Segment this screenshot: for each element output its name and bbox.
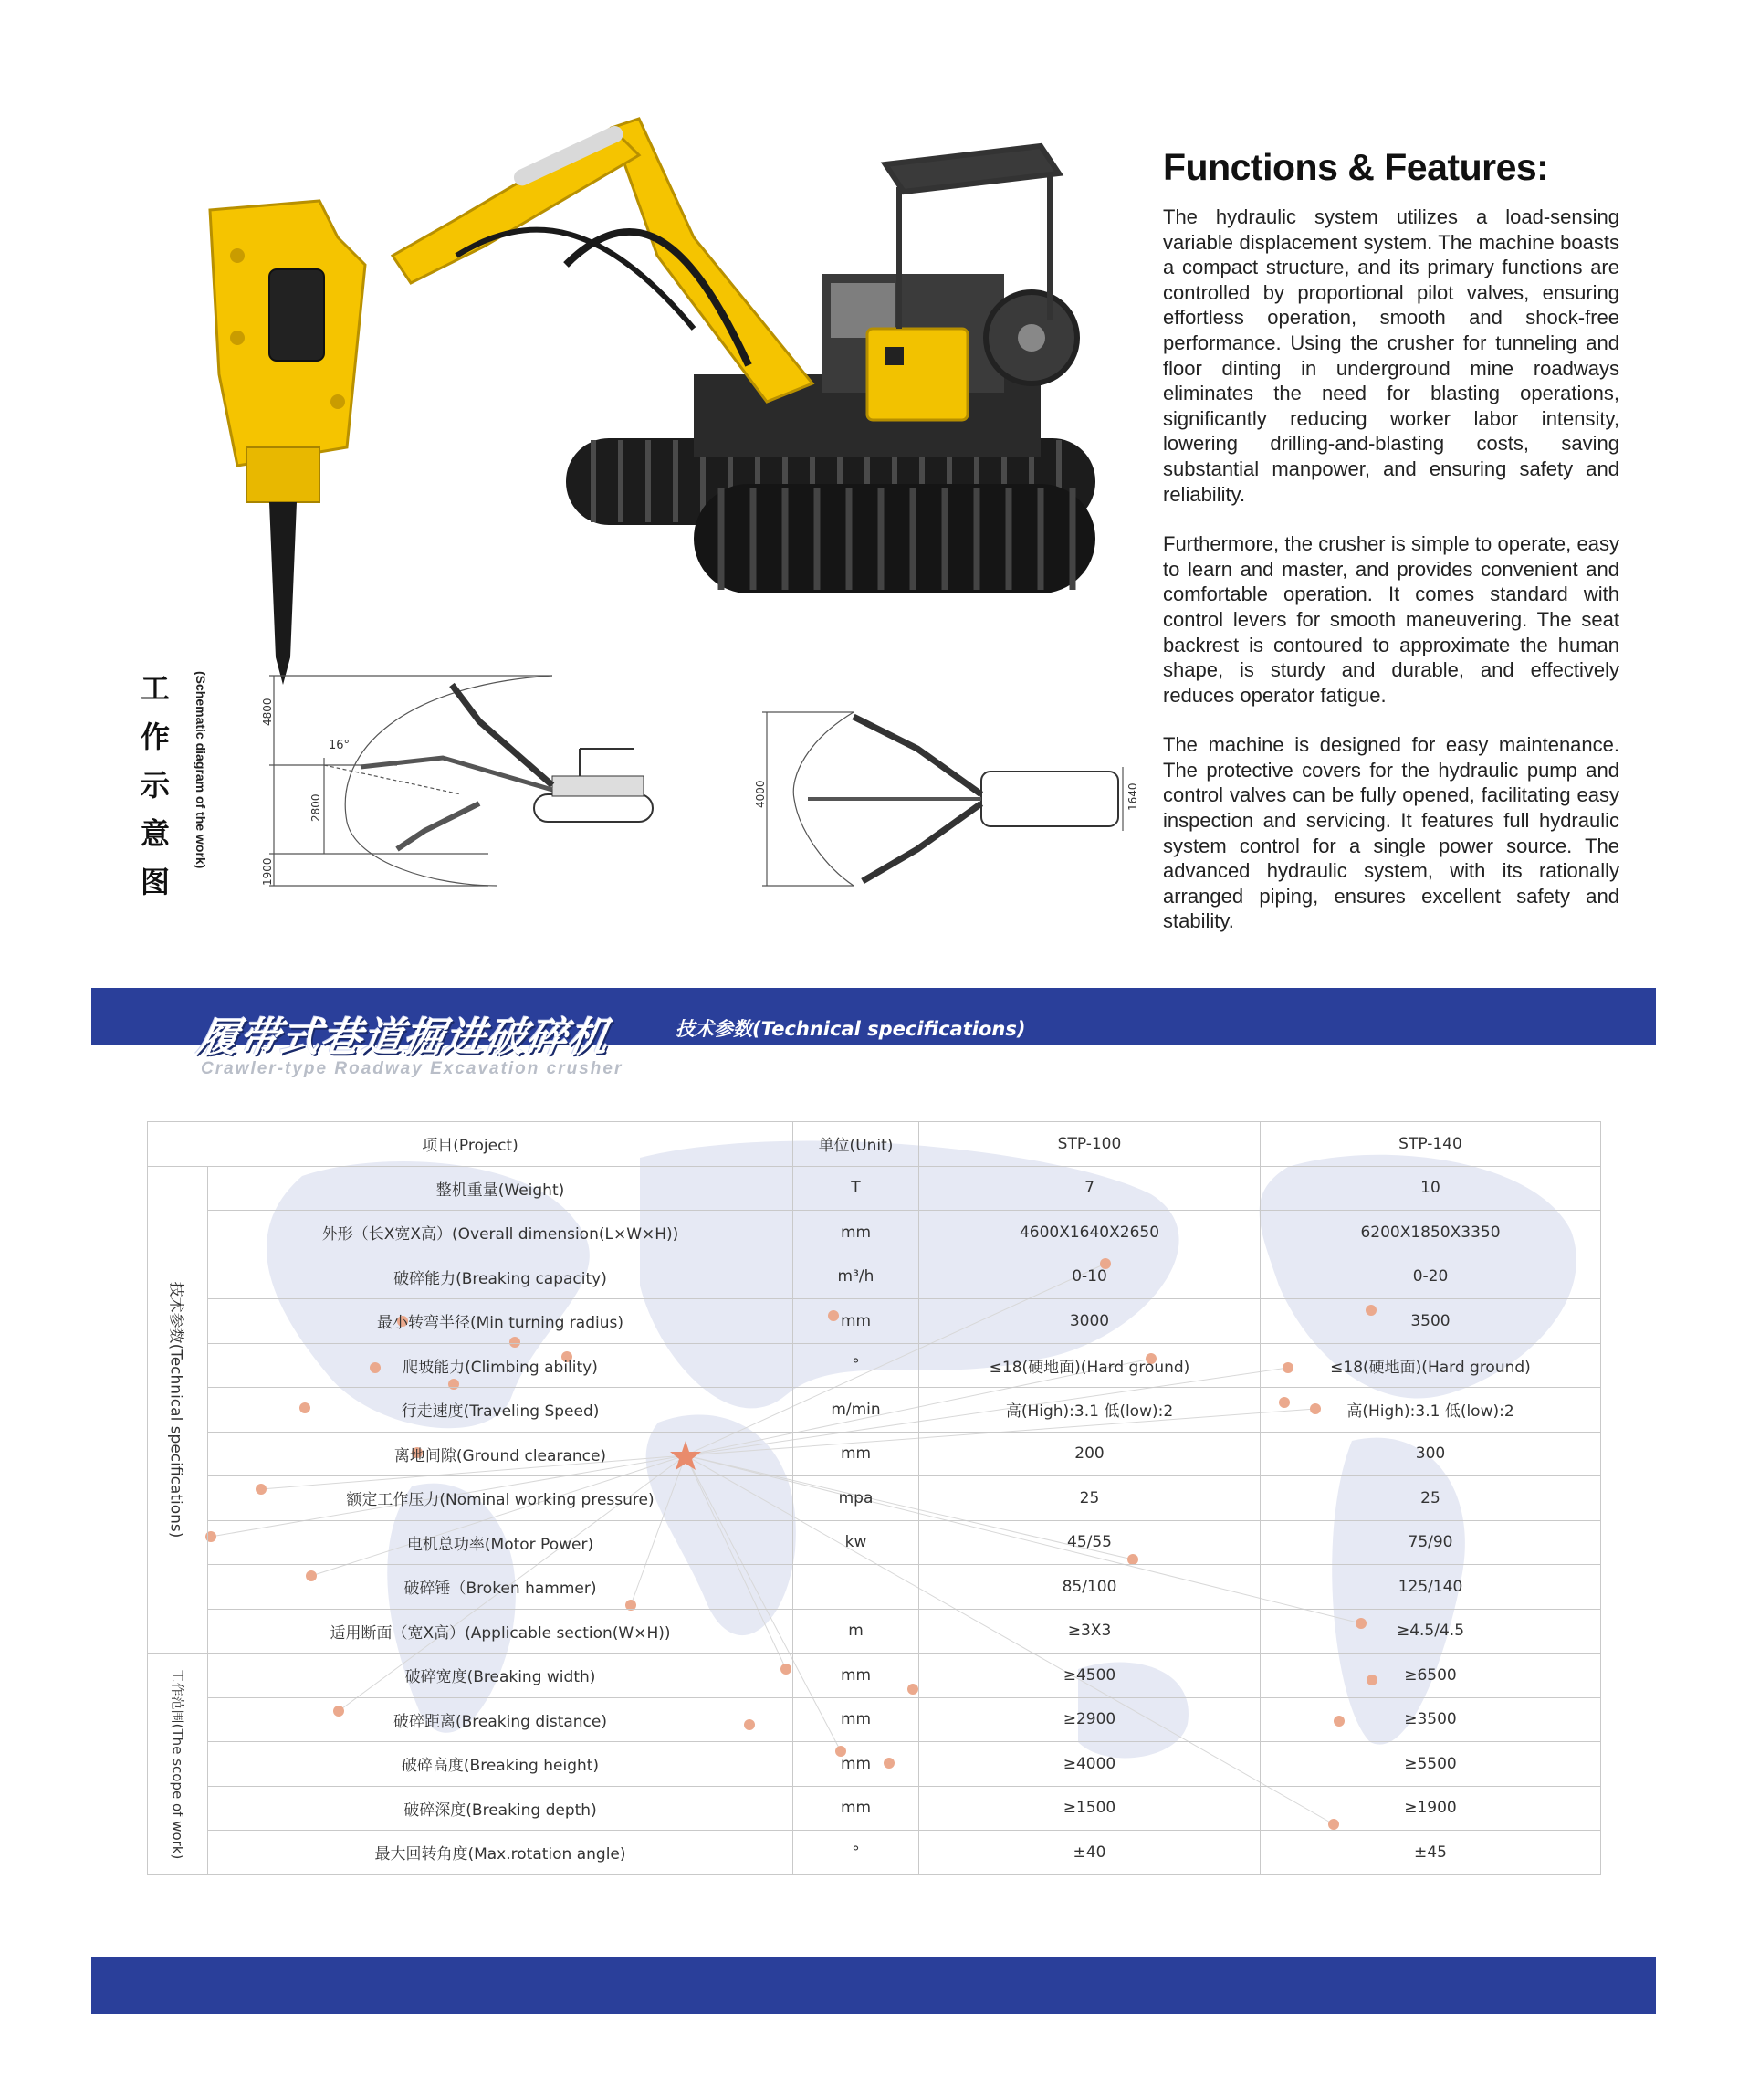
row-value-2: ≥5500 <box>1261 1742 1601 1787</box>
table-row <box>148 1299 1601 1344</box>
row-name: 离地间隙(Ground clearance) <box>208 1432 793 1476</box>
schematic-title-char: 工 <box>140 671 170 706</box>
row-name: 爬坡能力(Climbing ability) <box>208 1343 793 1388</box>
features-paragraph-2: Furthermore, the crusher is simple to operate, easy to learn and master, and provides convenient and comfortable operation. It comes standard with control levers for smooth maneuvering. The seat backrest is contoured to approximate the human shape, is sturdy and durable, and effectively reduces operator fatigue. <box>1163 532 1619 707</box>
side-view-diagram <box>260 667 717 895</box>
row-value-2: 高(High):3.1 低(low):2 <box>1261 1388 1601 1433</box>
row-unit: m³/h <box>793 1255 919 1299</box>
dim-label: 4800 <box>261 698 274 726</box>
row-name: 电机总功率(Motor Power) <box>208 1520 793 1565</box>
row-value-2: 10 <box>1261 1166 1601 1211</box>
row-value-1: 3000 <box>919 1299 1261 1344</box>
row-unit: T <box>793 1166 919 1211</box>
row-unit: m/min <box>793 1388 919 1433</box>
header-project: 项目(Project) <box>148 1122 793 1167</box>
product-title-cn: 履带式巷道掘进破碎机 <box>194 1014 613 1061</box>
header-unit: 单位(Unit) <box>793 1122 919 1167</box>
row-unit: mm <box>793 1299 919 1344</box>
row-value-2: 0-20 <box>1261 1255 1601 1299</box>
row-name: 最小转弯半径(Min turning radius) <box>208 1299 793 1344</box>
group-scope-of-work <box>148 1654 208 1875</box>
row-value-1: ≥1500 <box>919 1786 1261 1831</box>
schematic-title-cn <box>137 665 173 907</box>
row-name: 额定工作压力(Nominal working pressure) <box>208 1476 793 1521</box>
header-model-2: STP-140 <box>1261 1122 1601 1167</box>
row-value-2: 25 <box>1261 1476 1601 1521</box>
schematic-title-char: 作 <box>140 719 170 754</box>
table-row <box>148 1565 1601 1610</box>
row-value-2: ±45 <box>1261 1831 1601 1875</box>
row-value-2: ≥4.5/4.5 <box>1261 1609 1601 1654</box>
features-title: Functions & Features: <box>1163 146 1549 188</box>
row-name: 破碎能力(Breaking capacity) <box>208 1255 793 1299</box>
row-unit: mpa <box>793 1476 919 1521</box>
features-body <box>1163 205 1619 959</box>
row-value-1: 7 <box>919 1166 1261 1211</box>
side-view-machine <box>361 685 653 849</box>
row-value-2: ≥3500 <box>1261 1697 1601 1742</box>
spec-table <box>147 1121 1601 1875</box>
row-value-1: 45/55 <box>919 1520 1261 1565</box>
row-unit: ° <box>793 1343 919 1388</box>
row-name: 整机重量(Weight) <box>208 1166 793 1211</box>
group-label: 技术参数(Technical specifications) <box>166 1281 184 1538</box>
schematic-title-char: 意 <box>140 816 170 851</box>
table-row <box>148 1432 1601 1476</box>
row-unit <box>793 1565 919 1610</box>
row-name: 破碎深度(Breaking depth) <box>208 1786 793 1831</box>
table-row <box>148 1742 1601 1787</box>
row-name: 破碎锤（Broken hammer) <box>208 1565 793 1610</box>
schematic-title-char: 示 <box>140 768 170 803</box>
dim-label: 1640 <box>1126 782 1139 811</box>
row-unit: mm <box>793 1432 919 1476</box>
row-name: 破碎距离(Breaking distance) <box>208 1697 793 1742</box>
row-unit: mm <box>793 1786 919 1831</box>
boom-arm <box>393 119 812 402</box>
row-value-1: ≥4500 <box>919 1654 1261 1698</box>
group-technical-specifications <box>148 1166 208 1654</box>
row-name: 外形（长X宽X高）(Overall dimension(L×W×H)) <box>208 1211 793 1255</box>
row-value-2: 6200X1850X3350 <box>1261 1211 1601 1255</box>
row-value-1: ≥3X3 <box>919 1609 1261 1654</box>
footer-banner <box>91 1957 1656 2014</box>
row-value-2: 300 <box>1261 1432 1601 1476</box>
row-unit: mm <box>793 1742 919 1787</box>
front-track <box>694 484 1095 593</box>
table-row <box>148 1476 1601 1521</box>
table-row <box>148 1255 1601 1299</box>
table-row <box>148 1211 1601 1255</box>
row-unit: mm <box>793 1654 919 1698</box>
table-row <box>148 1343 1601 1388</box>
row-value-1: 25 <box>919 1476 1261 1521</box>
row-value-1: 4600X1640X2650 <box>919 1211 1261 1255</box>
row-value-1: 85/100 <box>919 1565 1261 1610</box>
header-model-1: STP-100 <box>919 1122 1261 1167</box>
row-value-1: 0-10 <box>919 1255 1261 1299</box>
breaker-hammer <box>210 201 365 685</box>
group-label: 工作范围(The scope of work) <box>169 1668 185 1860</box>
table-row <box>148 1388 1601 1433</box>
row-unit: ° <box>793 1831 919 1875</box>
row-value-2: 125/140 <box>1261 1565 1601 1610</box>
features-paragraph-1: The hydraulic system utilizes a load-sensing variable displacement system. The machine boasts a compact structure, and its primary functions are controlled by proportional pilot valves, ensuring effortless operation, smooth and shock-free performance. Using the crusher for tunneling and floor dinting in underground mine roadways eliminates the need for blasting operations, significantly reducing worker labor intensity, lowering drilling-and-blasting costs, saving substantial manpower, and ensuring safety and reliability. <box>1163 205 1619 506</box>
product-title-en: Crawler-type Roadway Excavation crusher <box>201 1059 623 1078</box>
row-value-2: ≤18(硬地面)(Hard ground) <box>1261 1343 1601 1388</box>
row-unit: kw <box>793 1520 919 1565</box>
dim-label: 1900 <box>261 857 274 886</box>
table-row <box>148 1609 1601 1654</box>
spec-table-wrap <box>147 1121 1600 1874</box>
row-name: 破碎高度(Breaking height) <box>208 1742 793 1787</box>
row-value-2: ≥6500 <box>1261 1654 1601 1698</box>
table-row <box>148 1654 1601 1698</box>
row-value-1: ≥2900 <box>919 1697 1261 1742</box>
schematic-title-en-wrap <box>194 671 212 908</box>
row-value-1: 高(High):3.1 低(low):2 <box>919 1388 1261 1433</box>
row-value-1: ≤18(硬地面)(Hard ground) <box>919 1343 1261 1388</box>
table-row <box>148 1166 1601 1211</box>
angle-label: 16° <box>329 739 351 752</box>
table-row <box>148 1831 1601 1875</box>
table-row <box>148 1786 1601 1831</box>
row-value-1: 200 <box>919 1432 1261 1476</box>
row-name: 最大回转角度(Max.rotation angle) <box>208 1831 793 1875</box>
row-value-2: 75/90 <box>1261 1520 1601 1565</box>
row-name: 行走速度(Traveling Speed) <box>208 1388 793 1433</box>
row-value-2: 3500 <box>1261 1299 1601 1344</box>
row-name: 破碎宽度(Breaking width) <box>208 1654 793 1698</box>
schematic-title-en: (Schematic diagram of the work) <box>194 671 208 869</box>
spec-section-label: 技术参数(Technical specifications) <box>676 1018 1026 1040</box>
schematic-title-char: 图 <box>140 865 170 899</box>
crusher-machine-illustration <box>183 100 1114 703</box>
table-row <box>148 1697 1601 1742</box>
table-header-row <box>148 1122 1601 1167</box>
top-view-diagram <box>753 703 1155 895</box>
top-view-machine <box>808 717 1118 881</box>
row-value-1: ≥4000 <box>919 1742 1261 1787</box>
dim-label: 4000 <box>754 780 767 808</box>
features-paragraph-3: The machine is designed for easy maintenance. The protective covers for the hydraulic pump and control valves can be fully opened, facilitating easy inspection and servicing. It features full hydraulic system control for a single power source. The advanced hydraulic system, with its rationally arranged piping, ensures excellent safety and stability. <box>1163 733 1619 933</box>
row-value-1: ±40 <box>919 1831 1261 1875</box>
row-name: 适用断面（宽X高）(Applicable section(W×H)) <box>208 1609 793 1654</box>
row-value-2: ≥1900 <box>1261 1786 1601 1831</box>
dim-label: 2800 <box>309 793 322 822</box>
table-row <box>148 1520 1601 1565</box>
row-unit: mm <box>793 1697 919 1742</box>
row-unit: m <box>793 1609 919 1654</box>
row-unit: mm <box>793 1211 919 1255</box>
